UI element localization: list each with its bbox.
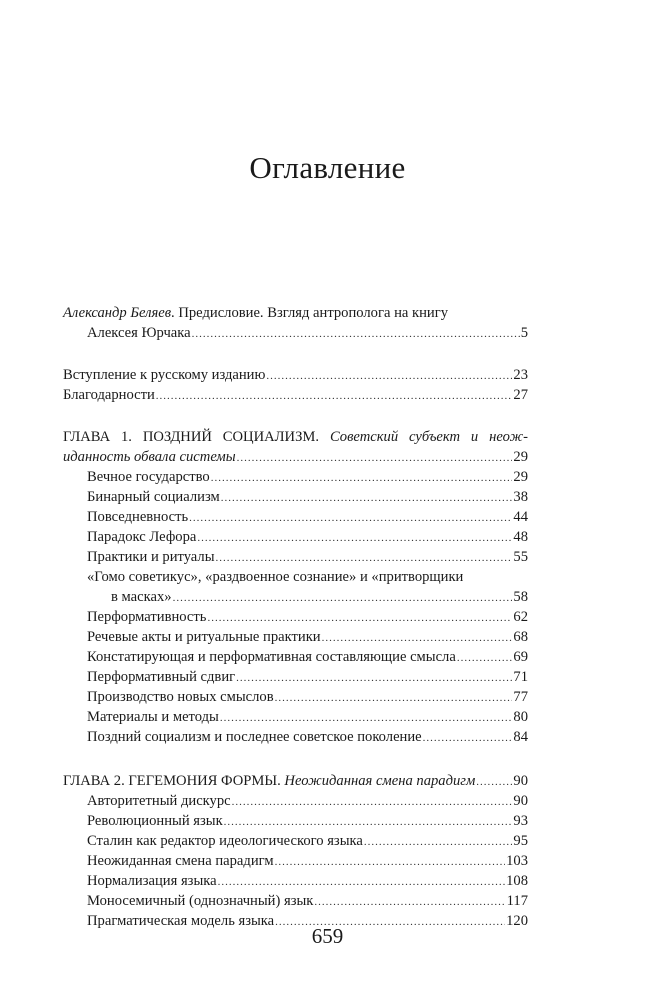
toc-entry [63, 365, 528, 385]
preface-author: Александр Беляев [63, 305, 172, 321]
dot-leader [237, 447, 513, 467]
entry-title: Нормализация языка [87, 873, 217, 889]
page-number: 108 [506, 873, 528, 889]
page-number: 44 [513, 509, 528, 525]
toc-subentry [63, 811, 528, 831]
dot-leader [218, 871, 506, 891]
entry-title: Вступление к русскому изданию [63, 367, 266, 383]
page-number: 71 [513, 669, 528, 685]
page-number: 90 [513, 773, 528, 789]
toc-subentry [63, 791, 528, 811]
page-number: 103 [506, 853, 528, 869]
dot-leader [275, 851, 505, 871]
chapter-1-subtitle-cont: иданность обвала системы [63, 449, 236, 465]
dot-leader [211, 467, 513, 487]
toc-subentry-multiline [63, 567, 528, 587]
dot-leader [197, 527, 512, 547]
toc-subentry [63, 607, 528, 627]
page-number: 68 [513, 629, 528, 645]
page-number: 95 [513, 833, 528, 849]
page-number: 55 [513, 549, 528, 565]
toc-subentry [63, 467, 528, 487]
toc-subentry [63, 627, 528, 647]
dot-leader [189, 507, 512, 527]
dot-leader [221, 487, 513, 507]
entry-title: Прагматическая модель языка [87, 913, 275, 929]
dot-leader [457, 647, 513, 667]
page-number: 90 [513, 793, 528, 809]
page-number: 80 [513, 709, 528, 725]
toc-subentry [63, 871, 528, 891]
toc-subentry-multiline-cont [63, 587, 528, 607]
toc-subentry [63, 507, 528, 527]
toc-subentry [63, 687, 528, 707]
preface-title-line2: Алексея Юрчака [87, 325, 191, 341]
toc-entry-preface [63, 303, 528, 323]
dot-leader [224, 811, 513, 831]
page-folio: 659 [311, 924, 344, 948]
toc-subentry [63, 851, 528, 871]
entry-title: Авторитетный дискурс [87, 793, 231, 809]
entry-title: Повседневность [87, 509, 189, 525]
dot-leader [423, 727, 513, 747]
entry-title: Практики и ритуалы [87, 549, 215, 565]
chapter-1-title: ГЛАВА 1. ПОЗДНИЙ СОЦИАЛИЗМ. [63, 429, 320, 445]
toc-entry [63, 385, 528, 405]
page-number: 27 [513, 387, 528, 403]
entry-title: Материалы и методы [87, 709, 219, 725]
entry-title: Моносемичный (однозначный) язык [87, 893, 314, 909]
toc-subentry [63, 727, 528, 747]
entry-title: Перформативный сдвиг [87, 669, 236, 685]
entry-title-line2: в масках» [111, 589, 172, 605]
page-number: 29 [513, 469, 528, 485]
dot-leader [156, 385, 513, 405]
preface-title-line1: . Предисловие. Взгляд антрополога на книгу [171, 305, 449, 321]
dot-leader [216, 547, 513, 567]
toc-subentry [63, 547, 528, 567]
dot-leader [314, 891, 505, 911]
chapter-2-title-group [63, 771, 475, 791]
entry-title: Речевые акты и ритуальные практики [87, 629, 321, 645]
chapter-1-heading [63, 427, 528, 447]
entry-title: Констатирующая и перформативная составляющие смысла [87, 649, 456, 665]
dot-leader [275, 687, 513, 707]
dot-leader [173, 587, 513, 607]
entry-title: Сталин как редактор идеологического языка [87, 833, 363, 849]
page-number: 38 [513, 489, 528, 505]
page-number: 23 [513, 367, 528, 383]
toc-subentry [63, 891, 528, 911]
page-number: 84 [513, 729, 528, 745]
chapter-1-heading-cont [63, 447, 528, 467]
toc-subentry [63, 707, 528, 727]
entry-title: Благодарности [63, 387, 155, 403]
page-number: 120 [506, 913, 528, 929]
toc-entry-preface-cont [63, 323, 528, 343]
page-number: 5 [520, 325, 528, 341]
entry-title: Бинарный социализм [87, 489, 220, 505]
table-of-contents [63, 303, 528, 931]
entry-title: Поздний социализм и последнее советское поколение [87, 729, 422, 745]
page-number: 69 [513, 649, 528, 665]
toc-subentry [63, 527, 528, 547]
toc-subentry [63, 487, 528, 507]
entry-title-line1: «Гомо советикус», «раздвоенное сознание» и «притворщики [87, 569, 464, 585]
dot-leader [476, 771, 512, 791]
page-title: Оглавление [249, 150, 406, 185]
page-number: 62 [513, 609, 528, 625]
page-number: 117 [506, 893, 528, 909]
toc-subentry [63, 647, 528, 667]
chapter-2-heading [63, 771, 528, 791]
dot-leader [364, 831, 513, 851]
entry-title: Революционный язык [87, 813, 223, 829]
page-number: 93 [513, 813, 528, 829]
dot-leader [322, 627, 513, 647]
toc-subentry [63, 831, 528, 851]
page-number: 48 [513, 529, 528, 545]
dot-leader [232, 791, 513, 811]
page-number: 58 [513, 589, 528, 605]
entry-title: Неожиданная смена парадигм [87, 853, 274, 869]
entry-title: Производство новых смыслов [87, 689, 274, 705]
page-number: 29 [513, 449, 528, 465]
dot-leader [236, 667, 512, 687]
chapter-2-title: ГЛАВА 2. ГЕГЕМОНИЯ ФОРМЫ. [63, 773, 281, 789]
chapter-1-subtitle: Советский субъект и неож- [329, 429, 528, 445]
dot-leader [266, 365, 512, 385]
page-number: 77 [513, 689, 528, 705]
dot-leader [192, 323, 520, 343]
dot-leader [220, 707, 513, 727]
entry-title: Перформативность [87, 609, 207, 625]
chapter-2-subtitle: Неожиданная смена парадигм [284, 773, 476, 789]
dot-leader [207, 607, 512, 627]
entry-title: Парадокс Лефора [87, 529, 197, 545]
entry-title: Вечное государство [87, 469, 210, 485]
toc-subentry [63, 667, 528, 687]
